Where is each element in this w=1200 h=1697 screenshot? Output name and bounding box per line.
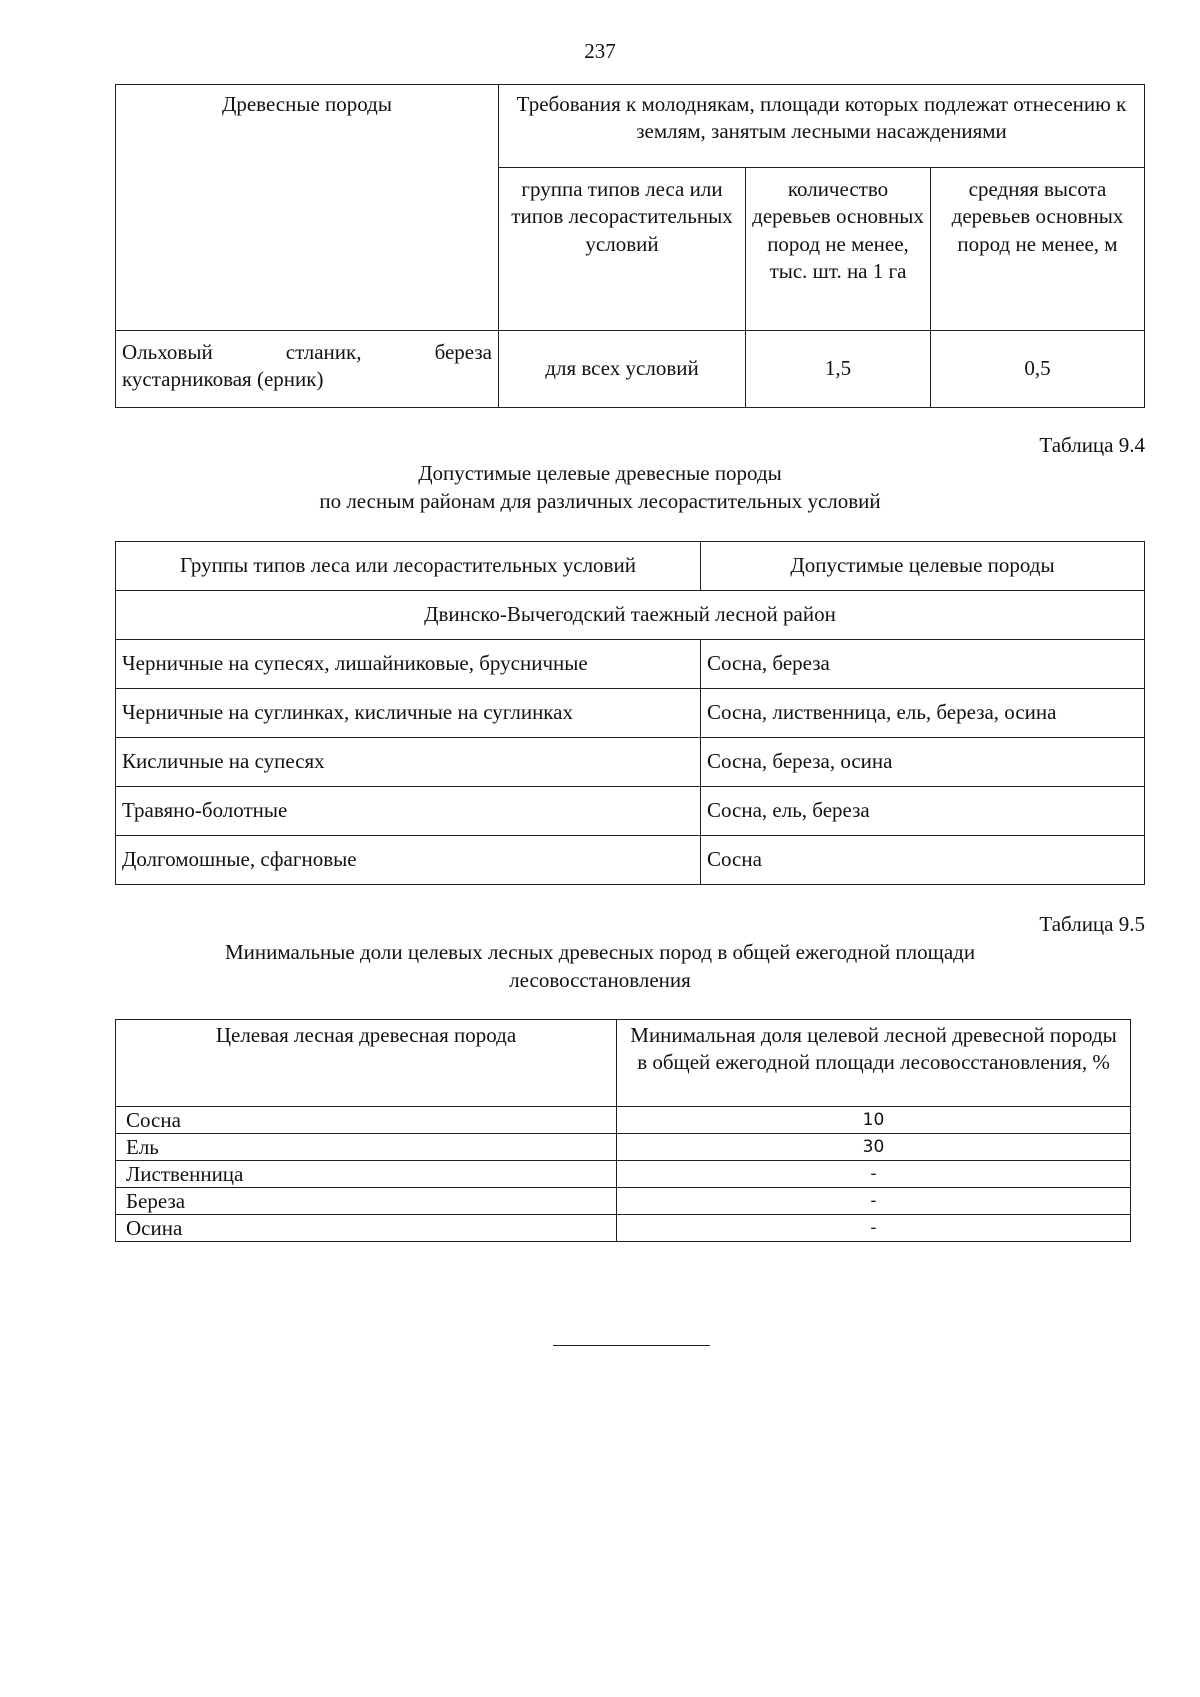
table-row — [116, 1161, 1131, 1188]
footer-rule — [553, 1345, 710, 1346]
table-target-species — [115, 541, 1145, 885]
table-row — [116, 1107, 1131, 1134]
row-group: Черничные на супесях, лишайниковые, брусничные — [116, 640, 701, 689]
row-species: Сосна, береза — [701, 640, 1145, 689]
header-min-share: Минимальная доля целевой лесной древесной породы в общей ежегодной площади лесовосстановления, % — [617, 1020, 1131, 1107]
header-species: Древесные породы — [116, 85, 499, 331]
table-row — [116, 787, 1145, 836]
row-average-height: 0,5 — [931, 331, 1145, 408]
row-species-line1: Ольховый стланик, береза — [122, 340, 492, 364]
row-group: Травяно-болотные — [116, 787, 701, 836]
row-species: Сосна — [701, 836, 1145, 885]
row-species: Сосна, лиственница, ель, береза, осина — [701, 689, 1145, 738]
table-row — [116, 1215, 1131, 1242]
row-group: Долгомошные, сфагновые — [116, 836, 701, 885]
table-label-9-5: Таблица 9.5 — [1039, 912, 1145, 936]
row-species: Ель — [116, 1134, 617, 1161]
subheader-average-height: средняя высота деревьев основных пород не менее, м — [931, 168, 1145, 331]
row-species: Сосна, ель, береза — [701, 787, 1145, 836]
row-species: Сосна, береза, осина — [701, 738, 1145, 787]
row-share: 10 — [617, 1107, 1131, 1134]
row-species-line2: кустарниковая (ерник) — [122, 367, 324, 392]
table-title-9-4-line1: Допустимые целевые древесные породы — [418, 461, 782, 485]
table-label-9-4: Таблица 9.4 — [1039, 433, 1145, 457]
subheader-tree-count: количество деревьев основных пород не менее, тыс. шт. на 1 га — [746, 168, 931, 331]
table-title-9-5-line2: лесовосстановления — [509, 968, 691, 992]
row-species — [116, 331, 499, 408]
table-row — [116, 640, 1145, 689]
row-tree-count: 1,5 — [746, 331, 931, 408]
row-species: Сосна — [116, 1107, 617, 1134]
table-row — [116, 1134, 1131, 1161]
forest-region-title: Двинско-Вычегодский таежный лесной район — [116, 591, 1145, 640]
table-min-shares — [115, 1019, 1131, 1242]
row-species: Осина — [116, 1215, 617, 1242]
row-share: - — [617, 1161, 1131, 1188]
row-share: - — [617, 1188, 1131, 1215]
header-target-species: Целевая лесная древесная порода — [116, 1020, 617, 1107]
table-row — [116, 738, 1145, 787]
table-title-9-4-line2: по лесным районам для различных лесорастительных условий — [319, 489, 881, 513]
row-species: Лиственница — [116, 1161, 617, 1188]
subheader-forest-type-group: группа типов леса или типов лесорастительных условий — [499, 168, 746, 331]
table-row — [116, 836, 1145, 885]
table-row — [116, 689, 1145, 738]
table-row — [116, 331, 1145, 408]
header-forest-type-groups: Группы типов леса или лесорастительных условий — [116, 542, 701, 591]
header-target-species: Допустимые целевые породы — [701, 542, 1145, 591]
table-young-stand-requirements — [115, 84, 1145, 408]
table-row — [116, 1188, 1131, 1215]
row-share: 30 — [617, 1134, 1131, 1161]
table-title-9-5-line1: Минимальные доли целевых лесных древесных пород в общей ежегодной площади — [224, 940, 976, 964]
page-number: 237 — [584, 39, 616, 63]
row-group: Черничные на суглинках, кисличные на суглинках — [116, 689, 701, 738]
row-share: - — [617, 1215, 1131, 1242]
row-group: Кисличные на супесях — [116, 738, 701, 787]
row-species: Береза — [116, 1188, 617, 1215]
header-requirements: Требования к молоднякам, площади которых подлежат отнесению к землям, занятым лесными насаждениями — [499, 85, 1145, 168]
row-forest-type-group: для всех условий — [499, 331, 746, 408]
